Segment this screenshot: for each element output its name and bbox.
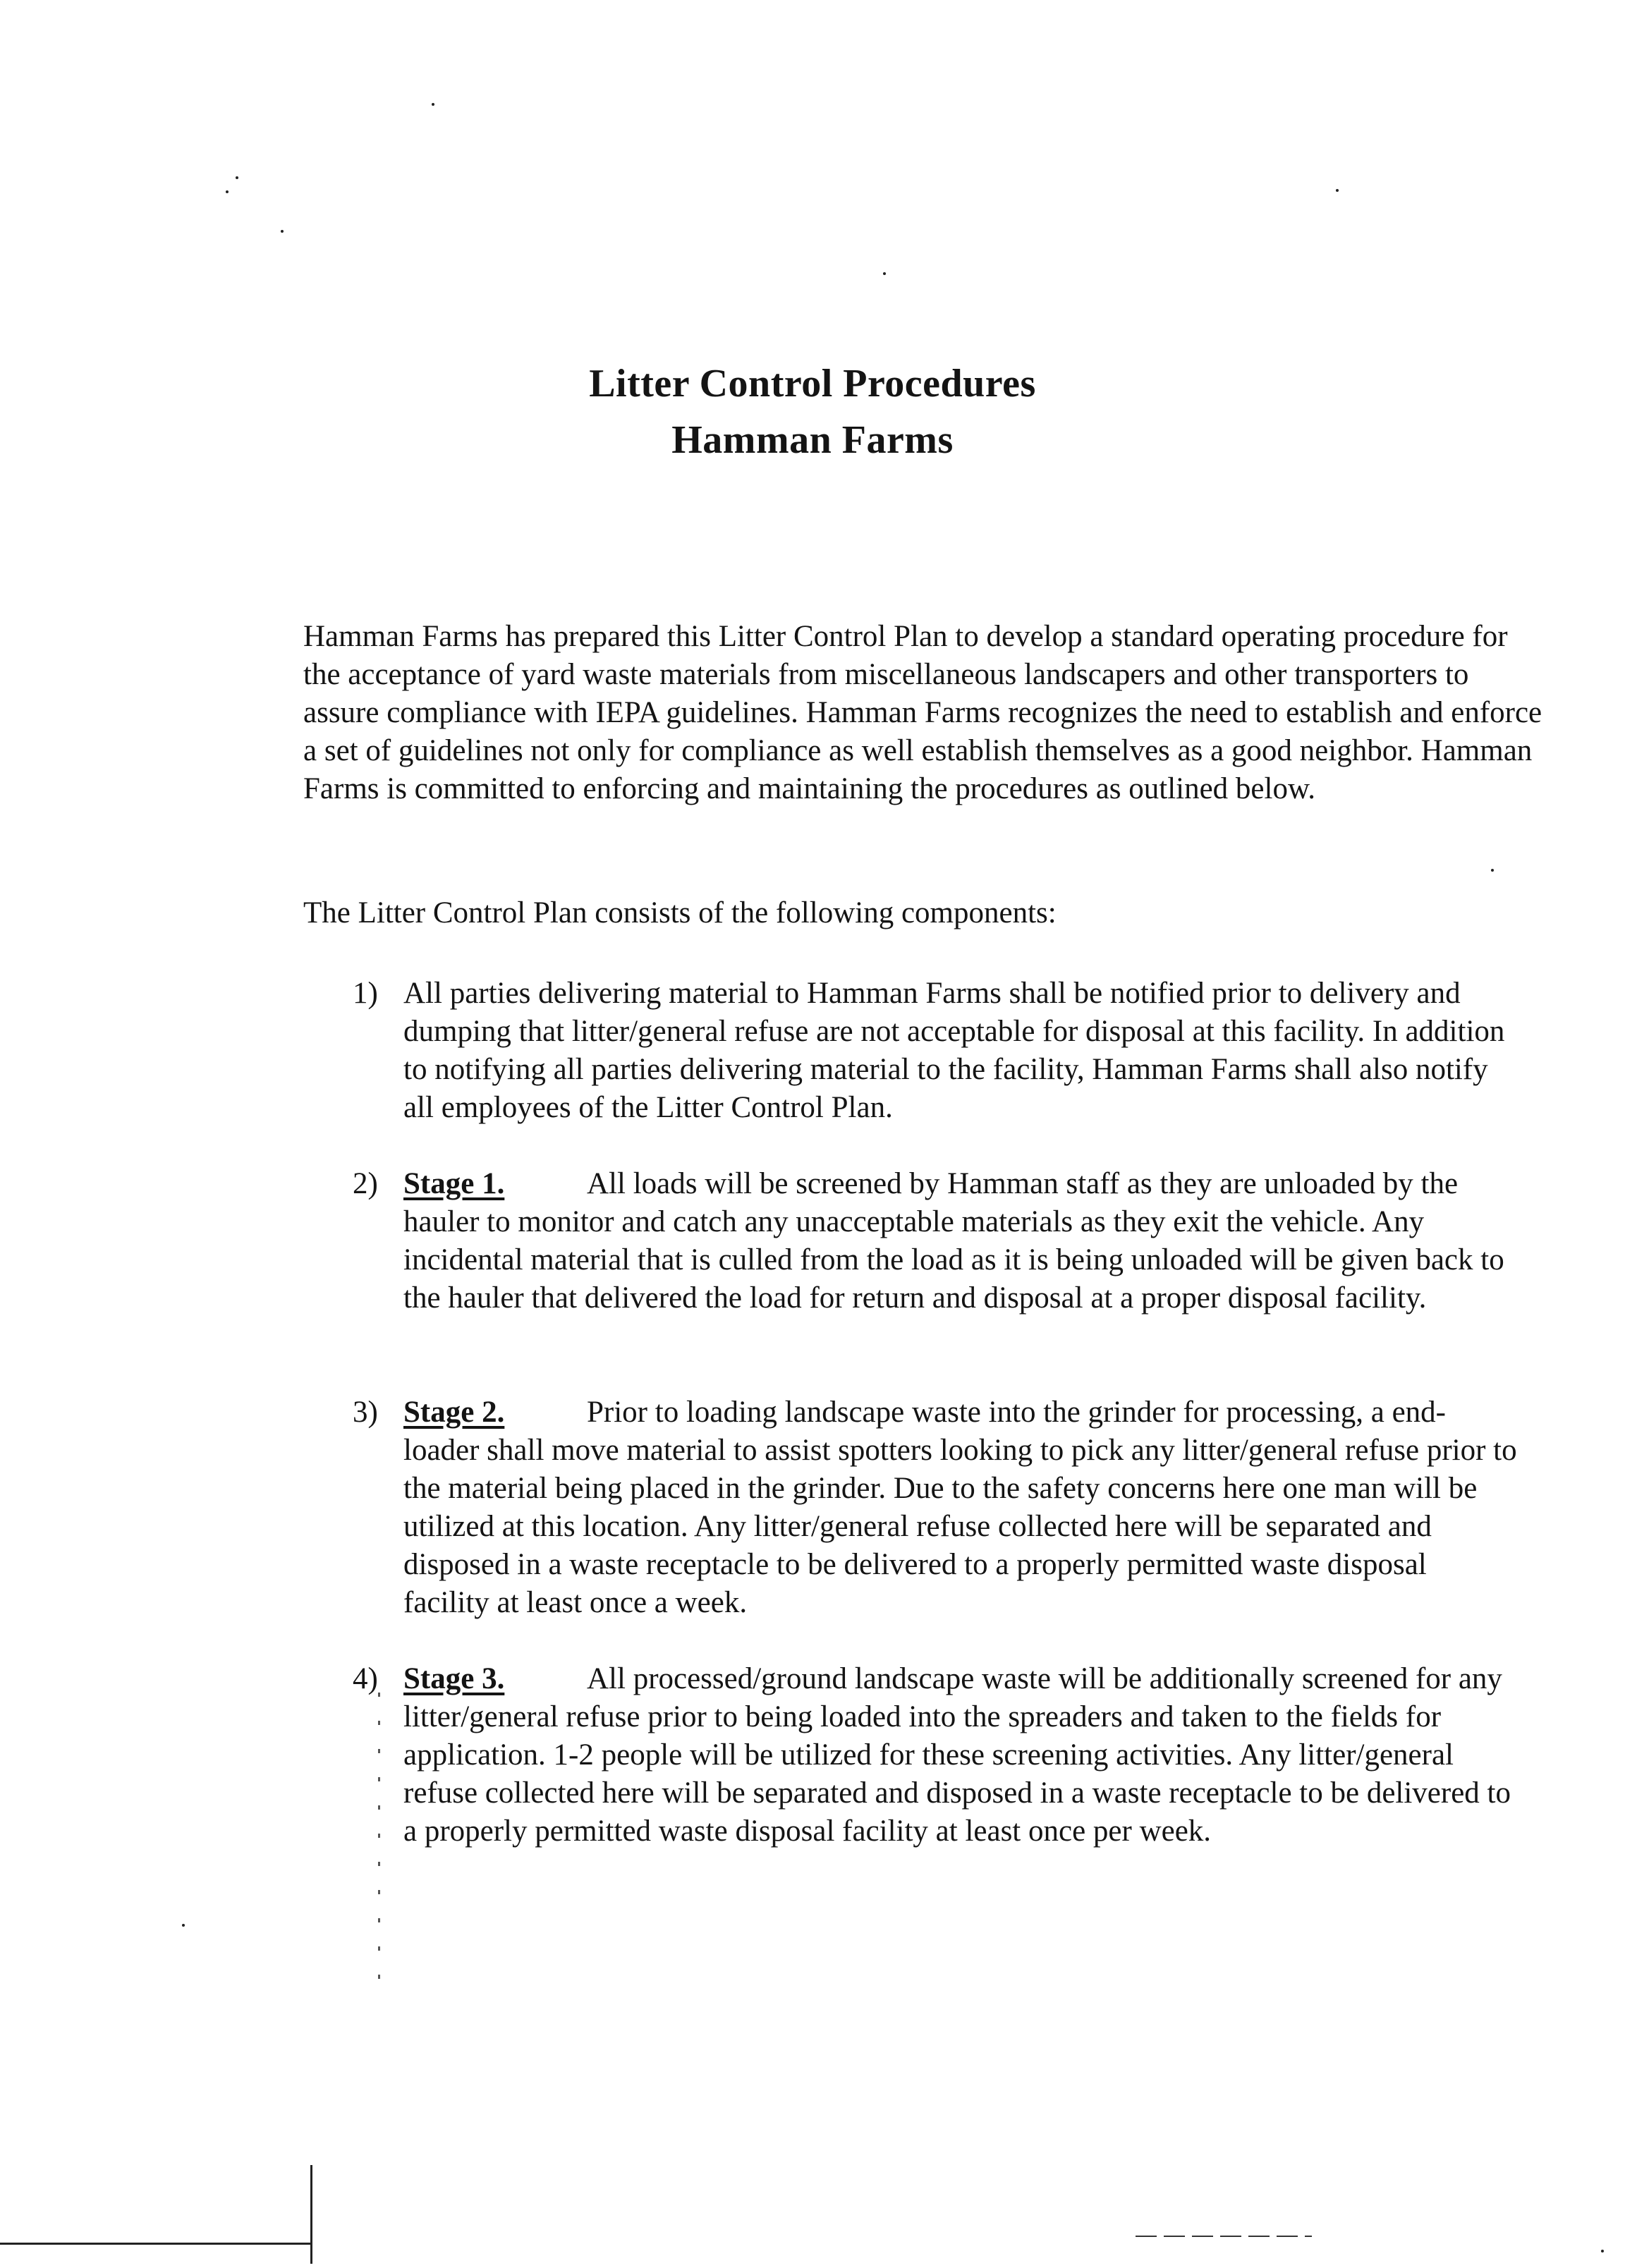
scan-line (0, 2243, 310, 2245)
list-item-text (403, 1394, 1518, 1622)
list-item-body: Prior to loading landscape waste into the grinder for processing, a end-loader shall move material to assist spotters looking to pick any litter/general refuse prior to the material being placed in the grinder. Due to the safety concerns here one man will be utilized at this location. Any litter/general refuse collected here will be separated and disposed in a waste receptacle to be delivered to a properly permitted waste disposal facility at least once a week. (403, 1396, 1517, 1619)
scan-speck (226, 190, 229, 193)
document-title: Litter Control Procedures (589, 362, 1036, 406)
scan-speck (1491, 869, 1494, 872)
list-item-text (403, 1165, 1518, 1317)
scan-speck (236, 176, 238, 179)
scan-speck (182, 1924, 185, 1927)
list-item-number: 2) (353, 1167, 378, 1200)
scan-speck (1336, 189, 1339, 192)
stage-label: Stage 1. (403, 1167, 505, 1200)
stage-label: Stage 2. (403, 1396, 505, 1429)
scan-speck (281, 230, 284, 233)
scan-dashes (378, 1693, 380, 1989)
list-item-text (403, 975, 1518, 1127)
scan-speck (1601, 2250, 1604, 2252)
scan-line (310, 2165, 312, 2264)
list-item-body: All loads will be screened by Hamman staff as they are unloaded by the hauler to monitor and catch any unacceptable materials as they exit the vehicle. Any incidental material that is culled from the load as it is being unloaded will be given back to the hauler that delivered the load for return and disposal at a proper disposal facility. (403, 1167, 1504, 1315)
intro-paragraph: Hamman Farms has prepared this Litter Control Plan to develop a standard operating procedure for the acceptance of yard waste materials from miscellaneous landscapers and other transporters to assure compliance with IEPA guidelines. Hamman Farms recognizes the need to establish and enforce a set of guidelines not only for compliance as well establish themselves as a good neighbor. Hamman Farms is committed to enforcing and maintaining the procedures as outlined below. (303, 620, 1542, 805)
list-item-number: 3) (353, 1396, 378, 1429)
document-subtitle: Hamman Farms (671, 418, 954, 462)
scan-speck (432, 103, 434, 106)
scan-speck (883, 272, 886, 275)
list-item-text (403, 1660, 1518, 1851)
list-item-body: All parties delivering material to Hamman Farms shall be notified prior to delivery and dumping that litter/general refuse are not acceptable for disposal at this facility. In addition to notifying all parties delivering material to the facility, Hamman Farms shall also notify all employees of the Litter Control Plan. (403, 977, 1505, 1124)
scan-dashes (1136, 2236, 1312, 2237)
stage-label: Stage 3. (403, 1662, 505, 1695)
list-item-number: 1) (353, 977, 378, 1010)
list-item-number: 4) (353, 1662, 378, 1695)
components-intro: The Litter Control Plan consists of the following components: (303, 896, 1057, 929)
list-item-body: All processed/ground landscape waste will be additionally screened for any litter/general refuse prior to being loaded into the spreaders and taken to the fields for application. 1-2 people will be utilized for these screening activities. Any litter/general refuse collected here will be separated and disposed in a waste receptacle to be delivered to a properly permitted waste disposal facility at least once per week. (403, 1662, 1511, 1848)
